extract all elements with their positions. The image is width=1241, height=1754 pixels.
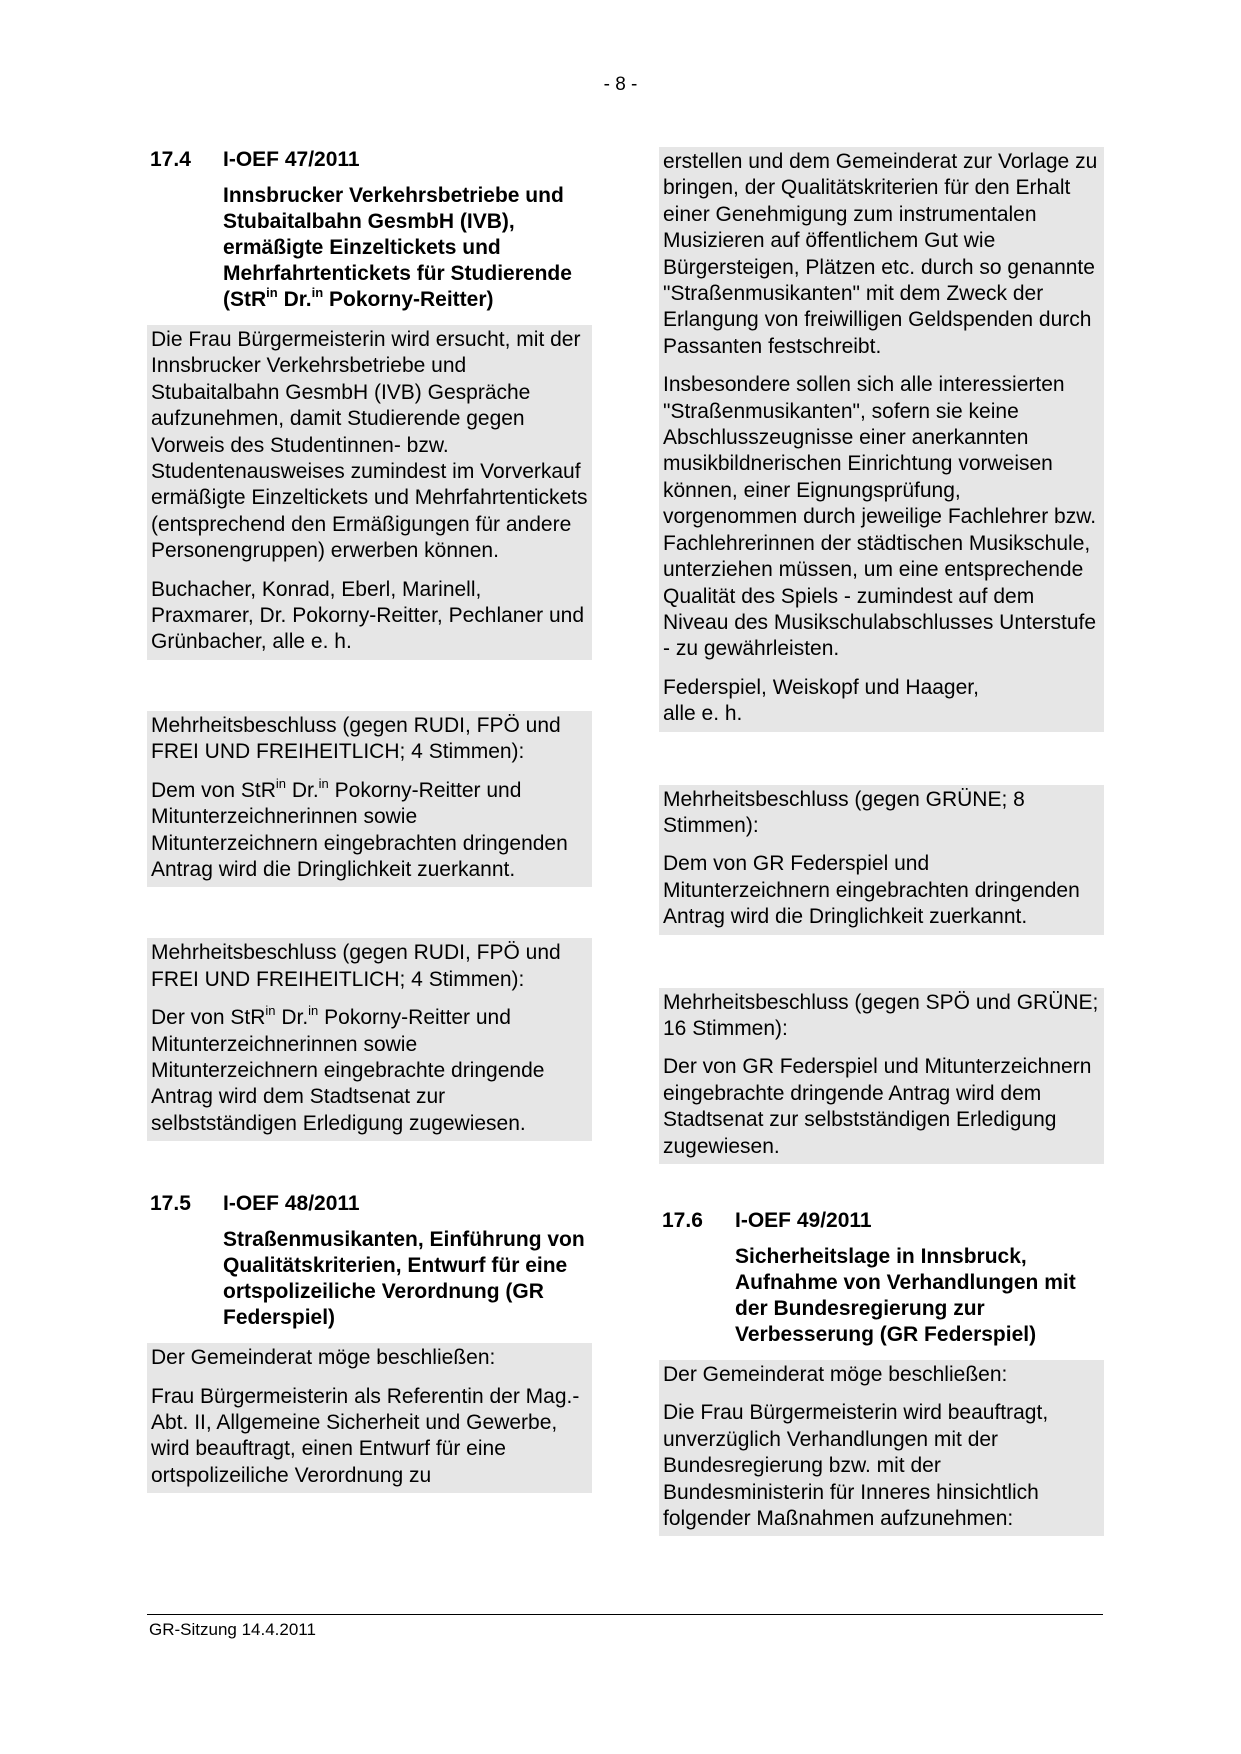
vote-result: Mehrheitsbeschluss (gegen GRÜNE; 8 Stimmen): bbox=[663, 787, 1025, 837]
item-17-4-title: Innsbrucker Verkehrsbetriebe und Stubaitalbahn GesmbH (IVB), ermäßigte Einzeltickets und Mehrfahrtentickets für Studierende (StR$^{in}$ Dr.$^{in}$ Pokorny-Reitter) bbox=[223, 184, 572, 311]
item-17-4-vote-assignment bbox=[147, 938, 592, 1141]
item-17-5-text-start: Frau Bürgermeisterin als Referentin der Mag.-Abt. II, Allgemeine Sicherheit und Gewerbe, wird beauftragt, einen Entwurf für eine ortspolizeiliche Verordnung zu bbox=[151, 1384, 580, 1487]
item-17-5-number: 17.5 bbox=[150, 1192, 191, 1216]
vote-result: Mehrheitsbeschluss (gegen RUDI, FPÖ und FREI UND FREIHEITLICH; 4 Stimmen): bbox=[151, 713, 561, 764]
footer-divider bbox=[147, 1614, 1103, 1615]
item-17-6-heading bbox=[659, 1208, 1104, 1348]
item-17-5-heading bbox=[147, 1191, 592, 1331]
item-17-4-text: Die Frau Bürgermeisterin wird ersucht, mit der Innsbrucker Verkehrsbetriebe und Stubaitalbahn GesmbH (IVB) Gespräche aufzunehmen, damit Studierende gegen Vorweis des Studentinnen- bzw. Studentenausweises zumindest im Vorverkauf ermäßigte Einzeltickets und Mehrfahrtentickets (entsprechend den Ermäßigungen für andere Personengruppen) erwerben können. bbox=[151, 328, 588, 563]
item-17-5-ref: I-OEF 48/2011 bbox=[223, 1192, 360, 1216]
footer-session-date: GR-Sitzung 14.4.2011 bbox=[149, 1620, 316, 1639]
vote-result: Mehrheitsbeschluss (gegen RUDI, FPÖ und FREI UND FREIHEITLICH; 4 Stimmen): bbox=[151, 941, 561, 991]
item-17-6-text: Die Frau Bürgermeisterin wird beauftragt, unverzüglich Verhandlungen mit der Bundesregierung bzw. mit der Bundesministerin für Inneres hinsichtlich folgender Maßnahmen aufzunehmen: bbox=[663, 1401, 1049, 1531]
vote-text: Der von GR Federspiel und Mitunterzeichnern eingebrachte dringende Antrag wird dem Stadtsenat zur selbstständigen Erledigung zugewiesen. bbox=[663, 1055, 1092, 1158]
item-17-4-heading bbox=[147, 147, 592, 313]
item-17-4-vote-urgency bbox=[147, 711, 592, 887]
item-17-5-text-2: Insbesondere sollen sich alle interessierten "Straßenmusikanten", sofern sie keine Abschlusszeugnisse einer anerkannten musikbildnerischen Einrichtung vorweisen können, einer Eignungsprüfung, vorgenommen durch jeweilige Fachlehrer bzw. Fachlehrerinnen der städtischen Musikschule, unterziehen müssen, um eine entsprechende Qualität des Spiels - zumindest auf dem Niveau des Musikschulabschlusses Unterstufe - zu gewährleisten. bbox=[663, 373, 1097, 661]
item-17-5-vote-urgency bbox=[659, 785, 1104, 935]
item-17-5-intro: Der Gemeinderat möge beschließen: bbox=[151, 1346, 496, 1370]
item-17-6-number: 17.6 bbox=[662, 1209, 703, 1232]
item-17-5-signatories: Federspiel, Weiskopf und Haager, alle e. h. bbox=[663, 675, 979, 726]
vote-text: Dem von GR Federspiel und Mitunterzeichnern eingebrachten dringenden Antrag wird die Dringlichkeit zuerkannt. bbox=[663, 852, 1080, 929]
item-17-6-intro: Der Gemeinderat möge beschließen: bbox=[663, 1363, 1008, 1386]
item-17-6-motion-box bbox=[659, 1360, 1104, 1536]
item-17-6-title: Sicherheitslage in Innsbruck, Aufnahme von Verhandlungen mit der Bundesregierung zur Verbesserung (GR Federspiel) bbox=[735, 1245, 1076, 1346]
vote-text: Der von StR$^{in}$ Dr.$^{in}$ Pokorny-Reitter und Mitunterzeichnerinnen sowie Mitunterzeichnern eingebrachte dringende Antrag wird dem Stadtsenat zur selbstständigen Erledigung zugewiesen. bbox=[151, 1003, 545, 1135]
item-17-4-number: 17.4 bbox=[150, 148, 191, 171]
left-column bbox=[147, 147, 592, 1493]
vote-text: Dem von StR$^{in}$ Dr.$^{in}$ Pokorny-Reitter und Mitunterzeichnerinnen sowie Mitunterzeichnern eingebrachten dringenden Antrag wird die Dringlichkeit zuerkannt. bbox=[151, 775, 568, 881]
item-17-6-ref: I-OEF 49/2011 bbox=[735, 1209, 872, 1232]
vote-result: Mehrheitsbeschluss (gegen SPÖ und GRÜNE; 16 Stimmen): bbox=[663, 990, 1099, 1040]
item-17-5-title: Straßenmusikanten, Einführung von Qualitätskriterien, Entwurf für eine ortspolizeiliche Verordnung (GR Federspiel) bbox=[223, 1228, 585, 1330]
item-17-4-signatories: Buchacher, Konrad, Eberl, Marinell, Praxmarer, Dr. Pokorny-Reitter, Pechlaner und Grünbacher, alle e. h. bbox=[151, 577, 585, 654]
item-17-5-vote-assignment bbox=[659, 988, 1104, 1164]
right-column bbox=[659, 147, 1104, 1536]
item-17-4-motion-box bbox=[147, 325, 592, 660]
item-17-4-ref: I-OEF 47/2011 bbox=[223, 148, 360, 171]
item-17-5-motion-box-cont bbox=[659, 147, 1104, 732]
page-number: - 8 - bbox=[603, 74, 638, 95]
item-17-5-motion-box-start bbox=[147, 1343, 592, 1493]
item-17-5-text-cont: erstellen und dem Gemeinderat zur Vorlage zu bringen, der Qualitätskriterien für den Erhalt einer Genehmigung zum instrumentalen Musizieren auf öffentlichem Gut wie Bürgersteigen, Plätzen etc. durch so genannte "Straßenmusikanten" mit dem Zweck der Erlangung von freiwilligen Geldspenden durch Passanten festschreibt. bbox=[663, 150, 1098, 358]
